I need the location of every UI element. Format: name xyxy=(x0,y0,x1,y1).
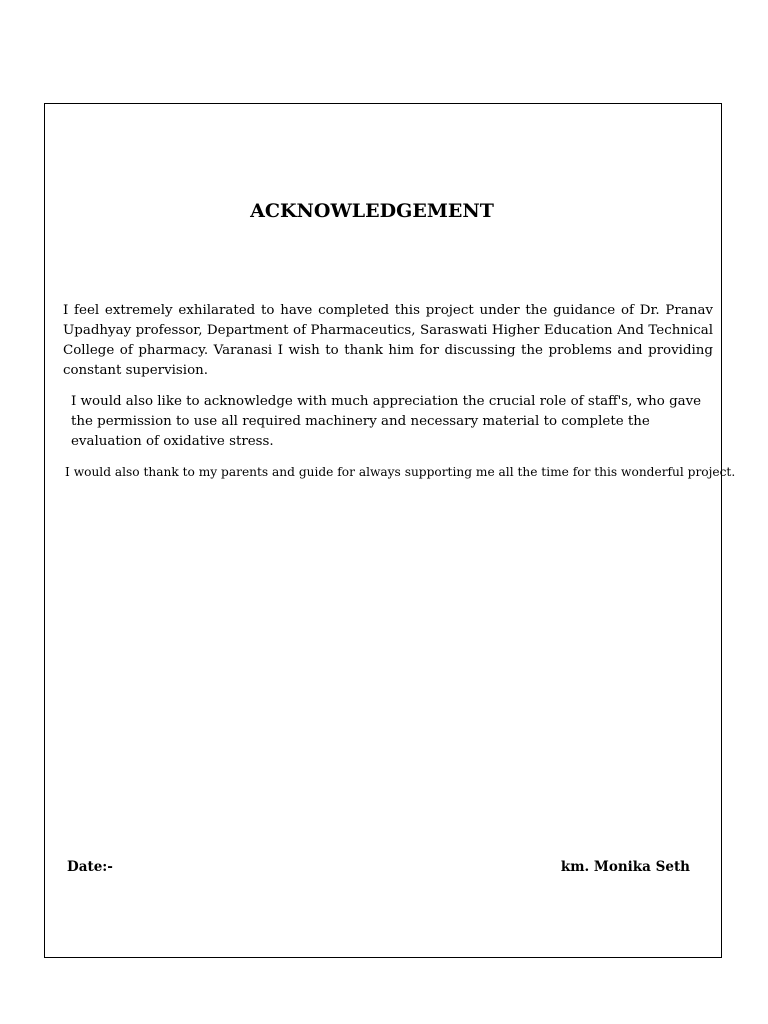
paragraph-parents: I would also thank to my parents and guide for always supporting me all the time for this wonderful project. xyxy=(65,465,736,479)
page-title: ACKNOWLEDGEMENT xyxy=(250,200,494,222)
signature-name: km. Monika Seth xyxy=(560,859,690,875)
page-border xyxy=(44,103,722,958)
paragraph-guidance: I feel extremely exhilarated to have completed this project under the guidance of Dr. Pranav Upadhyay professor, Department of Pharmaceutics, Saraswati Higher Education And Technical College of pharmacy. Varanasi I wish to thank him for discussing the problems and providing constant supervision. xyxy=(63,303,713,378)
date-label: Date:- xyxy=(67,859,113,875)
paragraph-staff: I would also like to acknowledge with much appreciation the crucial role of staff's, who gave the permission to use all required machinery and necessary material to complete the evaluation of oxidative stress. xyxy=(71,394,702,449)
